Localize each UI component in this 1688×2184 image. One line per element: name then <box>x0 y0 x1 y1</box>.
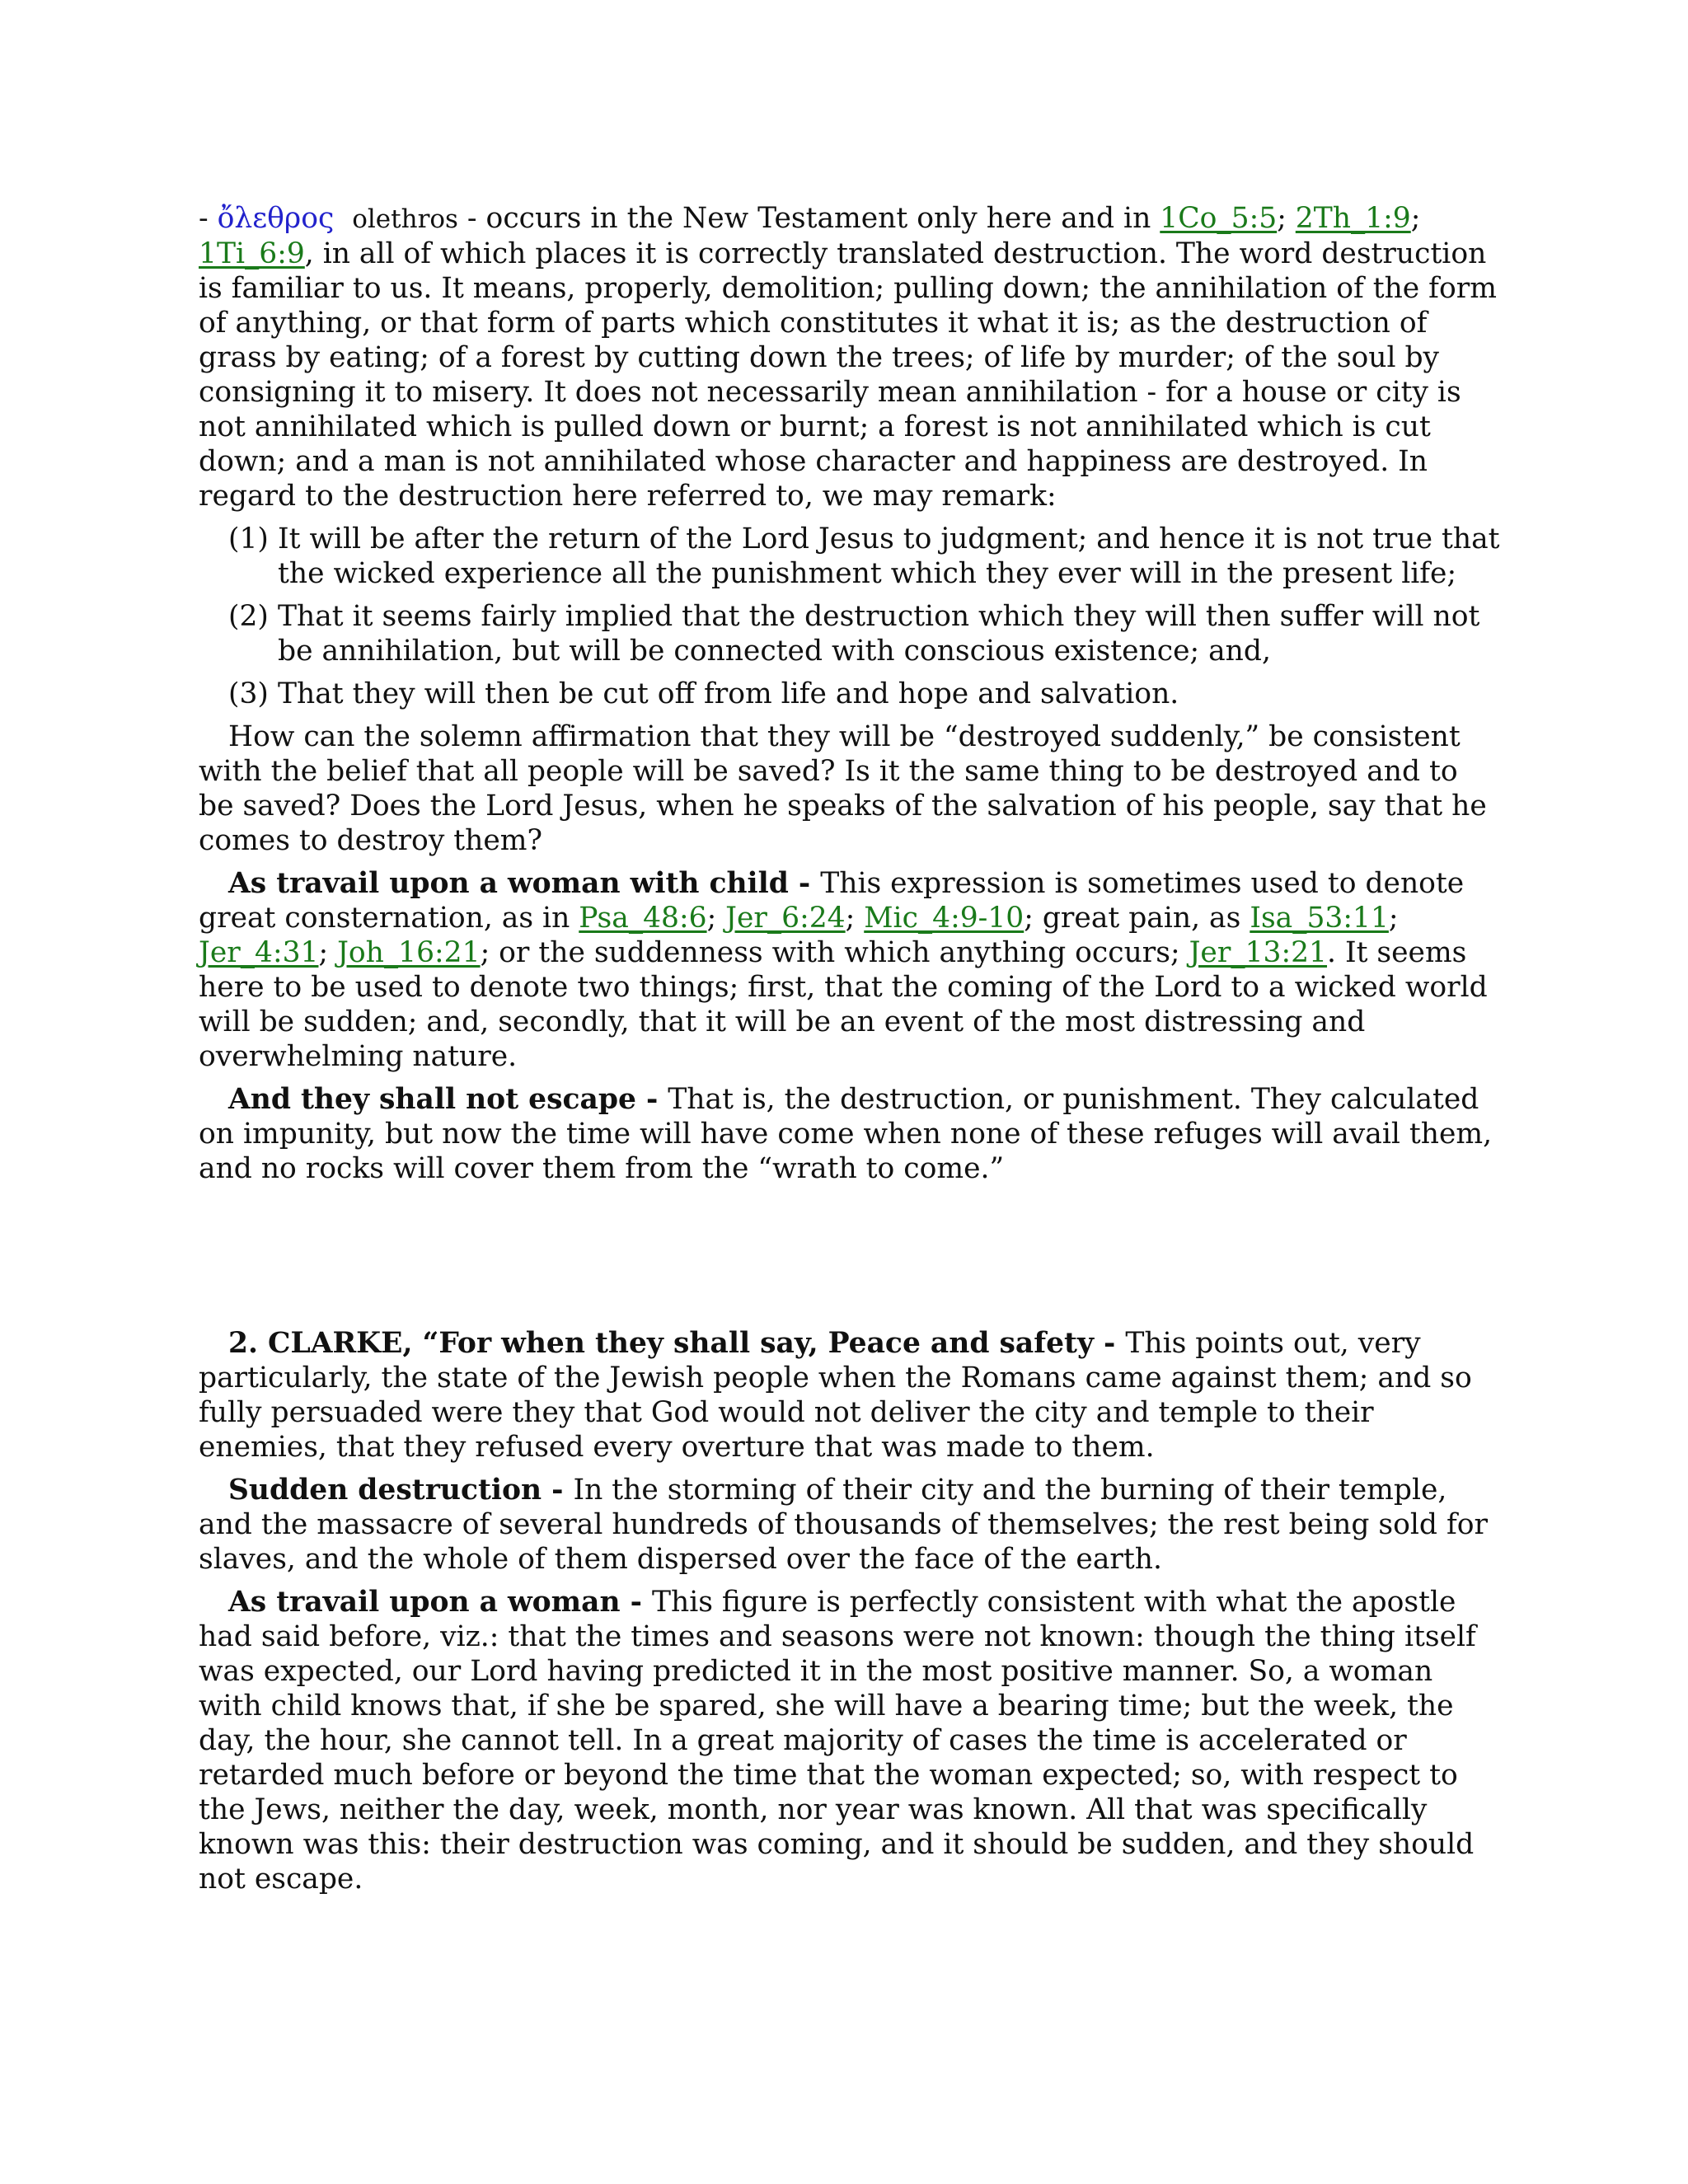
travail-woman-paragraph <box>199 1585 1501 1896</box>
paragraph-text: ; great pain, as <box>1024 902 1250 935</box>
scripture-link-jer-13-21[interactable]: Jer_13:21 <box>1189 936 1328 969</box>
solemn-affirmation-paragraph: How can the solemn affirmation that they will be “destroyed suddenly,” be consistent with the belief that all people will be saved? Is it the same thing to be destroyed and to be saved? Does the Lord Jesus, when he speaks of the salvation of his people, say that he comes to destroy them? <box>199 720 1487 857</box>
remark-text: That they will then be cut off from life and hope and salvation. <box>278 677 1179 710</box>
remarks-list <box>199 522 1501 711</box>
sudden-destruction-paragraph <box>199 1473 1501 1577</box>
paragraph-text: This expression is sometimes used to denote great consternation, as in <box>199 867 1465 935</box>
remark-item <box>199 677 1501 711</box>
section-gap <box>199 1186 1501 1318</box>
travail-woman-heading: As travail upon a woman - <box>228 1586 652 1619</box>
remark-number: (2) <box>228 600 269 633</box>
remark-text: That it seems fairly implied that the destruction which they will then suffer will not be annihilation, but will be connected with conscious existence; and, <box>278 600 1480 668</box>
scripture-link-jer-4-31[interactable]: Jer_4:31 <box>199 936 319 969</box>
paragraph-text: - occurs in the New Testament only here and in <box>457 202 1160 235</box>
paragraph-text: This points out, very particularly, the state of the Jewish people when the Romans came against them; and so fully persuaded were they that God would not deliver the city and temple to their enemies, that they refused every overture that was made to them. <box>199 1327 1472 1464</box>
separator: ; <box>706 902 726 935</box>
transliteration: olethros <box>352 204 458 234</box>
olethros-paragraph <box>199 201 1501 513</box>
remark-item <box>199 599 1501 668</box>
scripture-link-1ti-6-9[interactable]: 1Ti_6:9 <box>199 237 305 270</box>
escape-paragraph <box>199 1082 1501 1186</box>
remark-item <box>199 522 1501 591</box>
paragraph-text: This figure is perfectly consistent with what the apostle had said before, viz.: that the times and seasons were not known: though the thing itself was expected, our Lord having predicted it in the most positive manner. So, a woman with child knows that, if she be spared, she will have a bearing time; but the week, the day, the hour, she cannot tell. In a great majority of cases the time is accelerated or retarded much before or beyond the time that the woman expected; so, with respect to the Jews, neither the day, week, month, nor year was known. All that was specifically known was this: their destruction was coming, and it should be sudden, and they should not escape. <box>199 1586 1476 1896</box>
clarke-heading: 2. CLARKE, “For when they shall say, Peace and safety - <box>228 1327 1126 1360</box>
remark-text: It will be after the return of the Lord Jesus to judgment; and hence it is not true that the wicked experience all the punishment which they ever will in the present life; <box>278 523 1500 590</box>
escape-heading: And they shall not escape - <box>228 1083 668 1116</box>
paragraph-text: ; or the suddenness with which anything occurs; <box>480 936 1189 969</box>
paragraph-text: In the storming of their city and the burning of their temple, and the massacre of several hundreds of thousands of themselves; the rest being sold for slaves, and the whole of them dispersed over the face of the earth. <box>199 1474 1488 1576</box>
separator: ; <box>845 902 865 935</box>
greek-word: ὄλεθρος <box>217 202 335 235</box>
scripture-link-1co-5-5[interactable]: 1Co_5:5 <box>1160 202 1278 235</box>
document-page <box>199 201 1501 1896</box>
separator: ; <box>1388 902 1399 935</box>
separator: ; <box>1277 202 1296 235</box>
scripture-link-mic-4-9-10[interactable]: Mic_4:9-10 <box>864 902 1025 935</box>
travail-heading: As travail upon a woman with child - <box>228 867 821 900</box>
paragraph-text: , in all of which places it is correctly translated destruction. The word destruction is familiar to us. It means, properly, demolition; pulling down; the annihilation of the form of anything, or that form of parts which constitutes it what it is; as the destruction of grass by eating; of a forest by cutting down the trees; of life by murder; of the soul by consigning it to misery. It does not necessarily mean annihilation - for a house or city is not annihilated which is pulled down or burnt; a forest is not annihilated which is cut down; and a man is not annihilated whose character and happiness are destroyed. In regard to the destruction here referred to, we may remark: <box>199 237 1497 513</box>
separator: ; <box>1410 202 1421 235</box>
scripture-link-psa-48-6[interactable]: Psa_48:6 <box>579 902 707 935</box>
scripture-link-jer-6-24[interactable]: Jer_6:24 <box>725 902 846 935</box>
paragraph-text: That is, the destruction, or punishment. They calculated on impunity, but now the time will have come when none of these refuges will avail them, and no rocks will cover them from the “wrath to come.” <box>199 1083 1493 1185</box>
remark-number: (3) <box>228 677 269 710</box>
separator: ; <box>318 936 338 969</box>
sudden-destruction-heading: Sudden destruction - <box>228 1474 574 1507</box>
paragraph-text: . It seems here to be used to denote two things; first, that the coming of the Lord to a wicked world will be sudden; and, secondly, that it will be an event of the most distressing and overwhelming nature. <box>199 936 1488 1073</box>
travail-paragraph <box>199 866 1501 1074</box>
clarke-peace-paragraph <box>199 1326 1501 1465</box>
remark-number: (1) <box>228 523 269 555</box>
leading-dash: - <box>199 202 218 235</box>
scripture-link-joh-16-21[interactable]: Joh_16:21 <box>337 936 481 969</box>
scripture-link-2th-1-9[interactable]: 2Th_1:9 <box>1295 202 1411 235</box>
scripture-link-isa-53-11[interactable]: Isa_53:11 <box>1250 902 1389 935</box>
